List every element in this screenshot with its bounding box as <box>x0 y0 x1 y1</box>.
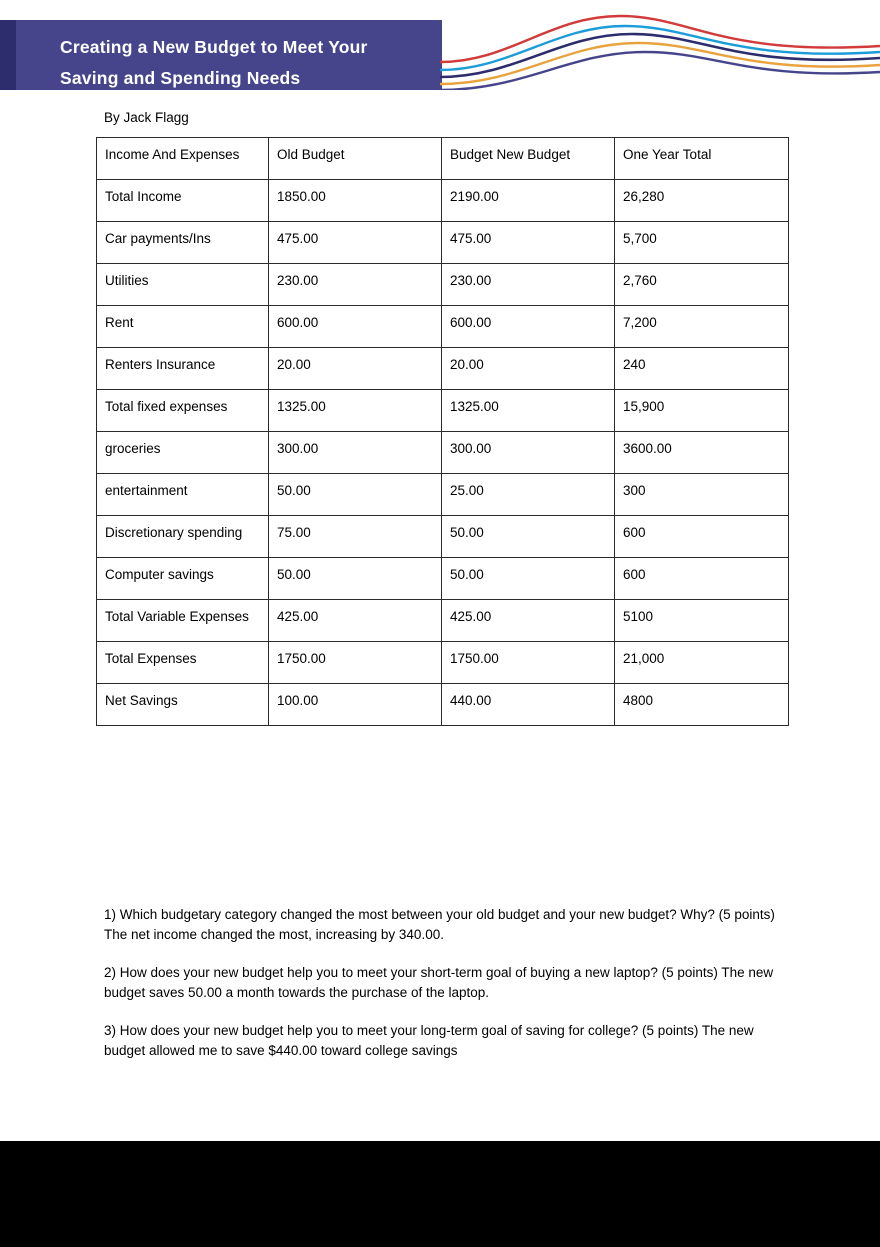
cell-one-year-total: 5,700 <box>615 222 789 264</box>
column-header-new-budget: Budget New Budget <box>442 138 615 180</box>
table-row <box>97 348 789 390</box>
cell-category: Car payments/Ins <box>97 222 269 264</box>
cell-category: Utilities <box>97 264 269 306</box>
column-header-old-budget: Old Budget <box>269 138 442 180</box>
table-row <box>97 642 789 684</box>
table-row <box>97 180 789 222</box>
cell-old-budget: 1850.00 <box>269 180 442 222</box>
table-header-row <box>97 138 789 180</box>
page-title-line2: Saving and Spending Needs <box>60 68 301 88</box>
questions-section <box>104 905 776 1079</box>
question-item: 1) Which budgetary category changed the most between your old budget and your new budget? Why? (5 points) The net income changed the most, increasing by 340.00. <box>104 907 775 942</box>
cell-old-budget: 100.00 <box>269 684 442 726</box>
table-row <box>97 306 789 348</box>
footer-band <box>0 1141 880 1247</box>
question-item: 3) How does your new budget help you to meet your long-term goal of saving for college? (5 points) The new budget allowed me to save $440.00 toward college savings <box>104 1023 754 1058</box>
cell-new-budget: 1325.00 <box>442 390 615 432</box>
page-title-line1: Creating a New Budget to Meet Your <box>60 37 368 57</box>
cell-one-year-total: 300 <box>615 474 789 516</box>
cell-old-budget: 1325.00 <box>269 390 442 432</box>
cell-old-budget: 600.00 <box>269 306 442 348</box>
cell-old-budget: 230.00 <box>269 264 442 306</box>
cell-new-budget: 20.00 <box>442 348 615 390</box>
budget-table <box>96 137 789 726</box>
header-accent-bar <box>0 20 16 90</box>
cell-category: groceries <box>97 432 269 474</box>
cell-new-budget: 300.00 <box>442 432 615 474</box>
decorative-wave-graphic <box>440 0 880 90</box>
cell-old-budget: 300.00 <box>269 432 442 474</box>
cell-new-budget: 50.00 <box>442 558 615 600</box>
cell-category: Computer savings <box>97 558 269 600</box>
cell-new-budget: 2190.00 <box>442 180 615 222</box>
table-row <box>97 516 789 558</box>
cell-one-year-total: 4800 <box>615 684 789 726</box>
cell-new-budget: 425.00 <box>442 600 615 642</box>
cell-one-year-total: 600 <box>615 558 789 600</box>
cell-one-year-total: 600 <box>615 516 789 558</box>
cell-category: Total fixed expenses <box>97 390 269 432</box>
cell-new-budget: 25.00 <box>442 474 615 516</box>
author-byline: By Jack Flagg <box>104 110 189 125</box>
cell-one-year-total: 26,280 <box>615 180 789 222</box>
cell-old-budget: 1750.00 <box>269 642 442 684</box>
table-row <box>97 222 789 264</box>
document-header <box>0 0 880 90</box>
cell-new-budget: 50.00 <box>442 516 615 558</box>
document-title-block <box>16 20 442 90</box>
table-row <box>97 600 789 642</box>
cell-one-year-total: 21,000 <box>615 642 789 684</box>
column-header-one-year-total: One Year Total <box>615 138 789 180</box>
cell-old-budget: 475.00 <box>269 222 442 264</box>
table-row <box>97 264 789 306</box>
cell-new-budget: 440.00 <box>442 684 615 726</box>
cell-new-budget: 475.00 <box>442 222 615 264</box>
cell-one-year-total: 15,900 <box>615 390 789 432</box>
cell-category: Total Variable Expenses <box>97 600 269 642</box>
cell-new-budget: 1750.00 <box>442 642 615 684</box>
cell-category: Total Expenses <box>97 642 269 684</box>
table-row <box>97 558 789 600</box>
cell-one-year-total: 5100 <box>615 600 789 642</box>
cell-old-budget: 20.00 <box>269 348 442 390</box>
question-item: 2) How does your new budget help you to meet your short-term goal of buying a new laptop? (5 points) The new budget saves 50.00 a month towards the purchase of the laptop. <box>104 965 774 1000</box>
cell-category: entertainment <box>97 474 269 516</box>
cell-one-year-total: 3600.00 <box>615 432 789 474</box>
cell-new-budget: 230.00 <box>442 264 615 306</box>
cell-one-year-total: 240 <box>615 348 789 390</box>
table-row <box>97 432 789 474</box>
table-row <box>97 390 789 432</box>
cell-old-budget: 50.00 <box>269 474 442 516</box>
table-row <box>97 474 789 516</box>
cell-old-budget: 50.00 <box>269 558 442 600</box>
column-header-category: Income And Expenses <box>97 138 269 180</box>
cell-category: Total Income <box>97 180 269 222</box>
cell-one-year-total: 2,760 <box>615 264 789 306</box>
cell-category: Rent <box>97 306 269 348</box>
cell-old-budget: 425.00 <box>269 600 442 642</box>
cell-category: Net Savings <box>97 684 269 726</box>
cell-one-year-total: 7,200 <box>615 306 789 348</box>
table-row <box>97 684 789 726</box>
cell-category: Discretionary spending <box>97 516 269 558</box>
cell-new-budget: 600.00 <box>442 306 615 348</box>
cell-category: Renters Insurance <box>97 348 269 390</box>
cell-old-budget: 75.00 <box>269 516 442 558</box>
